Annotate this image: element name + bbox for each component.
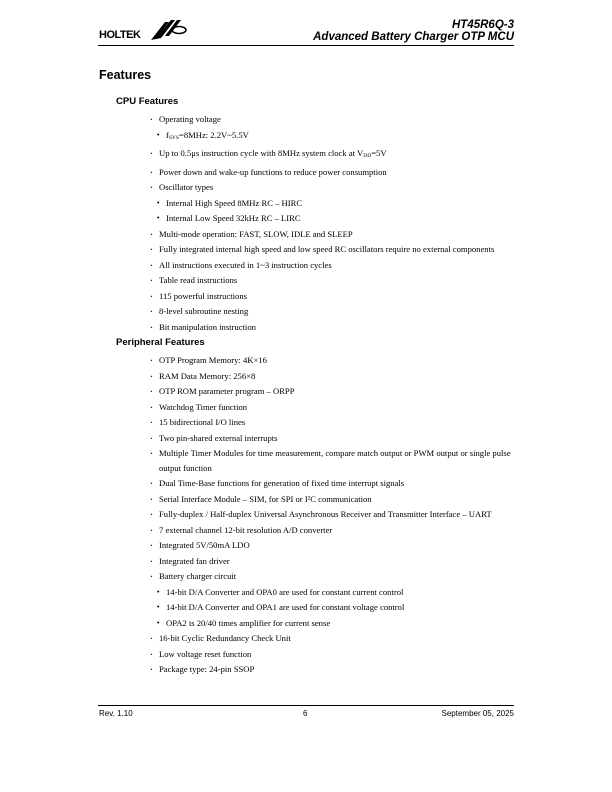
list-item-text: Fully-duplex / Half-duplex Universal Asynchronous Receiver and Transmitter Interface – UART — [159, 509, 492, 519]
list-item — [116, 492, 513, 508]
peripheral-features-list — [116, 353, 536, 678]
list-item-text: Internal High Speed 8MHz RC – HIRC — [166, 197, 303, 208]
list-item — [116, 258, 513, 274]
list-item-text: Fully integrated internal high speed and low speed RC oscillators require no external components — [159, 244, 495, 254]
list-item — [116, 304, 513, 320]
list-item — [116, 415, 513, 431]
document-title: Advanced Battery Charger OTP MCU — [313, 31, 514, 43]
list-item-text: Multiple Timer Modules for time measurement, compare match output or PWM output or single pulse output function — [159, 448, 511, 473]
date: September 05, 2025 — [441, 709, 514, 718]
list-item-text: All instructions executed in 1~3 instruction cycles — [159, 259, 332, 270]
document-header — [313, 19, 514, 43]
list-item — [116, 227, 513, 243]
list-item — [116, 289, 513, 305]
list-item — [116, 538, 513, 554]
list-item-text: Power down and wake-up functions to reduce power consumption — [159, 166, 387, 177]
list-item-text: Battery charger circuit — [159, 571, 237, 581]
list-item-text: Dual Time-Base functions for generation of fixed time interrupt signals — [159, 478, 405, 488]
list-item-text: 14-bit D/A Converter and OPA0 are used for constant current control — [166, 586, 404, 597]
peripheral-features-section — [116, 337, 536, 678]
list-item-text: Multi-mode operation: FAST, SLOW, IDLE and SLEEP — [159, 228, 353, 239]
list-item — [116, 353, 513, 369]
list-item-text: Two pin-shared external interrupts — [159, 432, 278, 443]
list-item-text: Low voltage reset function — [159, 648, 252, 659]
list-item-text: Table read instructions — [159, 275, 238, 285]
list-item — [116, 400, 513, 416]
list-item-text: Integrated fan driver — [159, 555, 230, 566]
list-item — [116, 242, 513, 258]
list-item-text: Operating voltage — [159, 114, 221, 124]
holtek-logo — [99, 16, 189, 42]
list-item-text: Internal Low Speed 32kHz RC – LIRC — [166, 213, 301, 223]
list-item — [116, 446, 513, 476]
list-item — [116, 476, 513, 492]
list-item — [116, 647, 513, 663]
section-title: Peripheral Features — [116, 337, 205, 348]
list-item — [116, 112, 513, 128]
list-item-text: OTP ROM parameter program – ORPP — [159, 386, 295, 396]
list-item — [116, 165, 513, 181]
list-item — [116, 273, 513, 289]
list-item-text: $f_{SYS}=8MHz$: 2.2V~5.5V — [166, 129, 249, 141]
list-item — [116, 384, 513, 400]
list-item-text: 8-level subroutine nesting — [159, 306, 249, 316]
list-item-text: Package type: 24-pin SSOP — [159, 664, 255, 674]
list-item-text: Bit manipulation instruction — [159, 321, 256, 332]
section-title: CPU Features — [116, 96, 179, 107]
list-item-text: OPA2 is 20/40 times amplifier for current sense — [166, 617, 331, 628]
page-heading: Features — [99, 68, 152, 82]
list-item-text: 15 bidirectional I/O lines — [159, 417, 246, 427]
list-item-text: 115 powerful instructions — [159, 290, 247, 301]
list-item-text: Serial Interface Module – SIM, for SPI or I²C communication — [159, 493, 372, 504]
list-item — [116, 128, 520, 147]
list-item-text: Integrated 5V/50mA LDO — [159, 540, 250, 550]
list-item — [116, 211, 520, 227]
header-divider — [98, 45, 514, 46]
list-item-text: Watchdog Timer function — [159, 401, 248, 412]
list-item — [116, 180, 513, 196]
page-number: 6 — [303, 709, 308, 718]
list-item — [116, 146, 513, 165]
list-item — [116, 196, 520, 212]
list-item — [116, 569, 513, 585]
list-item — [116, 662, 513, 678]
list-item-text: 16-bit Cyclic Redundancy Check Unit — [159, 633, 291, 643]
list-item-text: Oscillator types — [159, 182, 214, 192]
list-item — [116, 616, 520, 632]
list-item — [116, 600, 520, 616]
list-item — [116, 631, 513, 647]
part-number: HT45R6Q-3 — [452, 19, 514, 31]
list-item — [116, 507, 513, 523]
cpu-features-list — [116, 112, 536, 335]
list-item-text: Up to 0.5μs instruction cycle with 8MHz system clock at $V_{DD}=5V$ — [159, 148, 387, 159]
list-item — [116, 585, 520, 601]
list-item — [116, 320, 513, 336]
list-item — [116, 523, 513, 539]
list-item — [116, 431, 513, 447]
list-item-text: 14-bit D/A Converter and OPA1 are used for constant voltage control — [166, 602, 405, 612]
list-item-text: RAM Data Memory: 256×8 — [159, 370, 256, 381]
list-item-text: OTP Program Memory: 4K×16 — [159, 355, 267, 365]
revision: Rev. 1.10 — [99, 709, 133, 718]
cpu-features-section — [116, 96, 536, 335]
list-item — [116, 554, 513, 570]
list-item-text: 7 external channel 12-bit resolution A/D converter — [159, 524, 333, 535]
list-item — [116, 369, 513, 385]
footer-divider — [98, 705, 514, 706]
svg-text:HOLTEK: HOLTEK — [99, 29, 141, 41]
